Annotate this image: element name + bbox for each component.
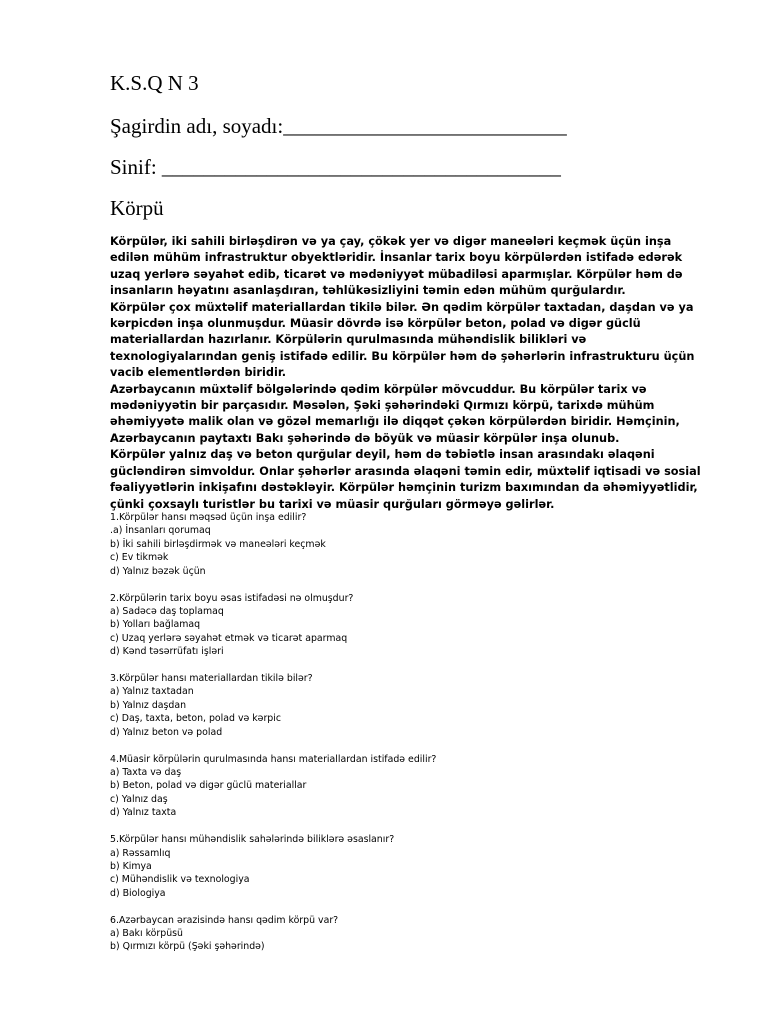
class-line: Sinif: ______________________________________ — [110, 155, 561, 179]
worksheet-code: K.S.Q N 3 — [110, 71, 199, 95]
answer-option: a) Yalnız taxtadan — [110, 686, 194, 698]
answer-option: a) Sadəcə daş toplamaq — [110, 605, 224, 617]
answer-option: a) Bakı körpüsü — [110, 928, 183, 940]
answer-option: b) Yolları bağlamaq — [110, 619, 201, 631]
passage-paragraph: Körpülər çox müxtəlif materiallardan tikilə bilər. Ən qədim körpülər taxtadan, daşdan və ya kərpicdən inşa olunmuşdur. Müasir dövrdə isə körpülər beton, polad və digər güclü materiallardan hazırlanır. Körpülərin qurulmasında mühəndislik bilikləri və texnologiyalarından geniş istifadə edilir. Bu körpülər həm də şəhərlərin infrastrukturu üçün vacib elementlərdən biridir. — [110, 300, 695, 380]
answer-option: b) İki sahili birləşdirmək və maneələri keçmək — [110, 538, 326, 550]
answer-option: b) Yalnız daşdan — [110, 699, 187, 711]
answer-option: b) Beton, polad və digər güclü materiallar — [110, 780, 307, 792]
question-block — [110, 753, 710, 820]
answer-option: d) Kənd təsərrüfatı işləri — [110, 646, 224, 658]
question-block — [110, 672, 710, 739]
answer-option: d) Yalnız beton və polad — [110, 726, 223, 738]
question-text: 5.Körpülər hansı mühəndislik sahələrində biliklərə əsaslanır? — [110, 834, 395, 846]
question-block — [110, 592, 710, 659]
question-text: 3.Körpülər hansı materiallardan tikilə bilər? — [110, 673, 313, 685]
answer-option: d) Biologiya — [110, 887, 166, 899]
student-name-line: Şagirdin adı, soyadı:___________________________ — [110, 114, 567, 138]
passage-paragraph: Körpülər, iki sahili birləşdirən və ya çay, çökək yer və digər maneələri keçmək üçün inşa edilən mühüm infrastruktur obyektləridir. İnsanlar tarix boyu körpülərdən istifadə edərək uzaq yerlərə səyahət edib, ticarət və mədəniyyət mübadiləsi aparmışlar. Körpülər həm də insanların həyatını asanlaşdıran, təhlükəsizliyini təmin edən mühüm qurğulardır. — [110, 235, 683, 298]
question-block — [110, 511, 710, 578]
answer-option: .a) İnsanları qorumaq — [110, 525, 211, 537]
question-text: 6.Azərbaycan ərazisində hansı qədim körpü var? — [110, 914, 339, 926]
answer-option: d) Yalnız taxta — [110, 807, 177, 819]
answer-option: c) Ev tikmək — [110, 552, 169, 564]
question-block — [110, 833, 710, 900]
answer-option: b) Qırmızı körpü (Şəki şəhərində) — [110, 941, 265, 953]
answer-option: c) Mühəndislik və texnologiya — [110, 874, 250, 886]
question-text: 1.Körpülər hansı məqsəd üçün inşa edilir? — [110, 512, 307, 523]
question-block — [110, 914, 710, 954]
answer-option: c) Yalnız daş — [110, 793, 168, 805]
question-list — [110, 511, 710, 967]
passage-paragraph: Körpülər yalnız daş və beton qurğular deyil, həm də təbiətlə insan arasındakı əlaqəni gücləndirən simvoldur. Onlar şəhərlər arasında əlaqəni təmin edir, müxtəlif iqtisadi və sosial fəaliyyətlərin inkişafını dəstəkləyir. Körpülər həmçinin turizm baxımından da əhəmiyyətlidir, çünki çoxsaylı turistlər bu tarixi və müasir qurğuları görməyə gəlirlər. — [110, 448, 701, 511]
answer-option: d) Yalnız bəzək üçün — [110, 565, 206, 577]
answer-option: a) Rəssamlıq — [110, 847, 171, 859]
question-text: 4.Müasir körpülərin qurulmasında hansı materiallardan istifadə edilir? — [110, 753, 437, 765]
answer-option: b) Kimya — [110, 860, 152, 872]
passage-paragraph: Azərbaycanın müxtəlif bölgələrində qədim körpülər mövcuddur. Bu körpülər tarix və mədəniyyətin bir parçasıdır. Məsələn, Şəki şəhərindəki Qırmızı körpü, tarixdə mühüm əhəmiyyətə malik olan və gözəl memarlığı ilə diqqət çəkən körpülərdən biridir. Həmçinin, Azərbaycanın paytaxtı Bakı şəhərində də böyük və müasir körpülər inşa olunub. — [110, 382, 680, 445]
question-text: 2.Körpülərin tarix boyu əsas istifadəsi nə olmuşdur? — [110, 592, 354, 604]
document-title: Körpü — [110, 196, 164, 220]
answer-option: c) Uzaq yerlərə səyahət etmək və ticarət aparmaq — [110, 632, 348, 644]
reading-passage — [110, 234, 710, 513]
answer-option: c) Daş, taxta, beton, polad və kərpic — [110, 713, 282, 725]
answer-option: a) Taxta və daş — [110, 767, 182, 778]
